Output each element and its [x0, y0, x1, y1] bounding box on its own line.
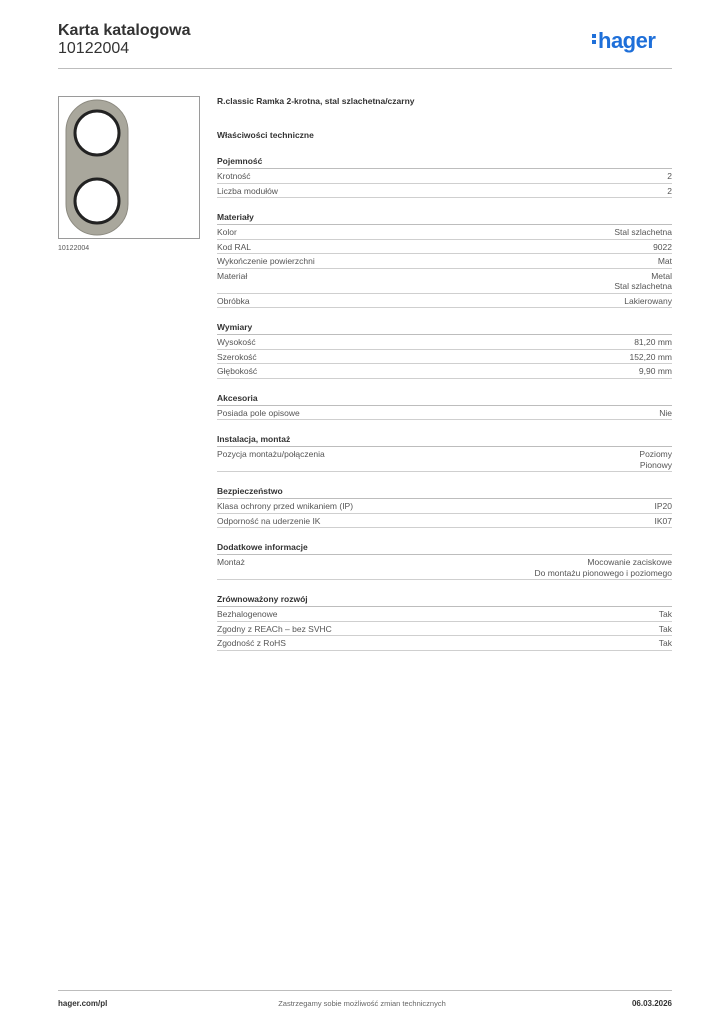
spec-value-line: Mat: [657, 256, 672, 266]
spec-label: Zgodność z RoHS: [217, 638, 286, 648]
spec-value-line: Do montażu pionowego i poziomego: [534, 567, 672, 578]
spec-section: [217, 542, 672, 580]
spec-value-line: Lakierowany: [624, 295, 672, 306]
spec-row: [217, 240, 672, 255]
spec-row: [217, 184, 672, 199]
spec-value: [659, 638, 672, 649]
footer-disclaimer: Zastrzegamy sobie możliwość zmian technicznych: [278, 999, 446, 1008]
spec-label: Materiał: [217, 270, 248, 281]
spec-value: [614, 271, 672, 292]
section-heading: Materiały: [217, 212, 672, 225]
section-heading: Wymiary: [217, 322, 672, 335]
spec-label: Krotność: [217, 171, 251, 181]
spec-value-line: 81,20 mm: [634, 337, 672, 347]
spec-label: Kod RAL: [217, 241, 252, 252]
spec-row: [217, 225, 672, 240]
spec-label: Posiada pole opisowe: [217, 407, 300, 418]
spec-label: Odporność na uderzenie IK: [217, 515, 321, 526]
section-heading: Pojemność: [217, 156, 672, 169]
spec-value-line: 9,90 mm: [638, 366, 672, 376]
spec-label: Zgodny z REACh – bez SVHC: [217, 623, 332, 634]
spec-value-line: Nie: [659, 407, 672, 418]
spec-section: [217, 156, 672, 198]
spec-value-line: IP20: [654, 501, 672, 511]
product-image: [58, 96, 200, 239]
spec-row: [217, 294, 672, 309]
spec-label: Pozycja montażu/połączenia: [217, 449, 325, 459]
spec-label: Szerokość: [217, 351, 257, 362]
spec-row: [217, 622, 672, 637]
spec-row: [217, 514, 672, 529]
spec-row: [217, 254, 672, 269]
spec-row: [217, 447, 672, 472]
spec-value: [659, 609, 672, 620]
spec-value-line: 9022: [653, 241, 672, 252]
spec-value-line: 2: [667, 185, 672, 196]
spec-section: [217, 434, 672, 472]
spec-value: [667, 186, 672, 197]
spec-value: [659, 408, 672, 419]
spec-value: [667, 171, 672, 182]
spec-row: [217, 364, 672, 379]
spec-label: Głębokość: [217, 366, 258, 376]
footer-divider: [58, 990, 672, 991]
image-caption: 10122004: [58, 245, 90, 252]
footer-date: 06.03.2026: [631, 999, 672, 1008]
spec-section: [217, 486, 672, 528]
section-heading: Dodatkowe informacje: [217, 542, 672, 555]
frame-image-icon: [59, 97, 199, 238]
header-divider: [58, 68, 672, 69]
spec-value-line: IK07: [654, 515, 672, 526]
spec-label: Bezhalogenowe: [217, 609, 278, 619]
footer-website-link[interactable]: hager.com/pl: [58, 999, 108, 1008]
section-heading: Zrównoważony rozwój: [217, 594, 672, 607]
tech-heading: Właściwości techniczne: [217, 130, 314, 140]
spec-content: [217, 96, 672, 651]
spec-section: [217, 322, 672, 379]
spec-value: [629, 352, 672, 363]
product-title: R.classic Ramka 2-krotna, stal szlachetna/czarny: [217, 96, 415, 106]
section-heading: Bezpieczeństwo: [217, 486, 672, 499]
spec-row: [217, 350, 672, 365]
spec-value: [659, 624, 672, 635]
page-title: Karta katalogowa: [58, 22, 191, 39]
section-heading: Instalacja, montaż: [217, 434, 672, 447]
spec-row: [217, 636, 672, 651]
spec-value: [534, 557, 672, 578]
spec-row: [217, 555, 672, 580]
spec-row: [217, 499, 672, 514]
spec-value: [634, 337, 672, 348]
hager-logo: [592, 28, 655, 54]
spec-value: [653, 242, 672, 253]
spec-value: [624, 296, 672, 307]
logo-text: hager: [598, 28, 656, 53]
spec-value-line: 2: [667, 171, 672, 181]
spec-value: [655, 501, 673, 512]
spec-row: [217, 607, 672, 622]
spec-label: Montaż: [217, 557, 245, 567]
spec-row: [217, 335, 672, 350]
spec-label: Liczba modułów: [217, 185, 278, 196]
spec-value-line: Stal szlachetna: [614, 227, 672, 237]
spec-value-line: Tak: [658, 623, 672, 634]
spec-value-line: Metal: [651, 270, 672, 281]
spec-value-line: Poziomy: [639, 449, 672, 459]
spec-label: Wysokość: [217, 337, 256, 347]
spec-section: [217, 393, 672, 421]
spec-value: [639, 449, 672, 470]
spec-section: [217, 212, 672, 308]
product-code: 10122004: [58, 40, 130, 57]
logo-dots-icon: [592, 32, 596, 46]
spec-value-line: Mocowanie zaciskowe: [587, 557, 672, 567]
spec-label: Obróbka: [217, 295, 250, 306]
spec-value-line: Pionowy: [639, 459, 672, 470]
spec-value: [655, 516, 673, 527]
spec-value-line: Stal szlachetna: [614, 281, 672, 291]
spec-sections: [217, 156, 672, 651]
spec-row: [217, 406, 672, 421]
spec-value: [658, 256, 672, 267]
spec-label: Wykończenie powierzchni: [217, 256, 315, 266]
spec-section: [217, 594, 672, 651]
spec-value-line: Tak: [658, 609, 672, 619]
spec-row: [217, 269, 672, 294]
section-heading: Akcesoria: [217, 393, 672, 406]
spec-row: [217, 169, 672, 184]
spec-label: Klasa ochrony przed wnikaniem (IP): [217, 501, 354, 511]
spec-value-line: Tak: [658, 638, 672, 648]
spec-label: Kolor: [217, 227, 237, 237]
spec-value-line: 152,20 mm: [629, 351, 672, 362]
spec-value: [639, 366, 672, 377]
spec-value: [614, 227, 672, 238]
